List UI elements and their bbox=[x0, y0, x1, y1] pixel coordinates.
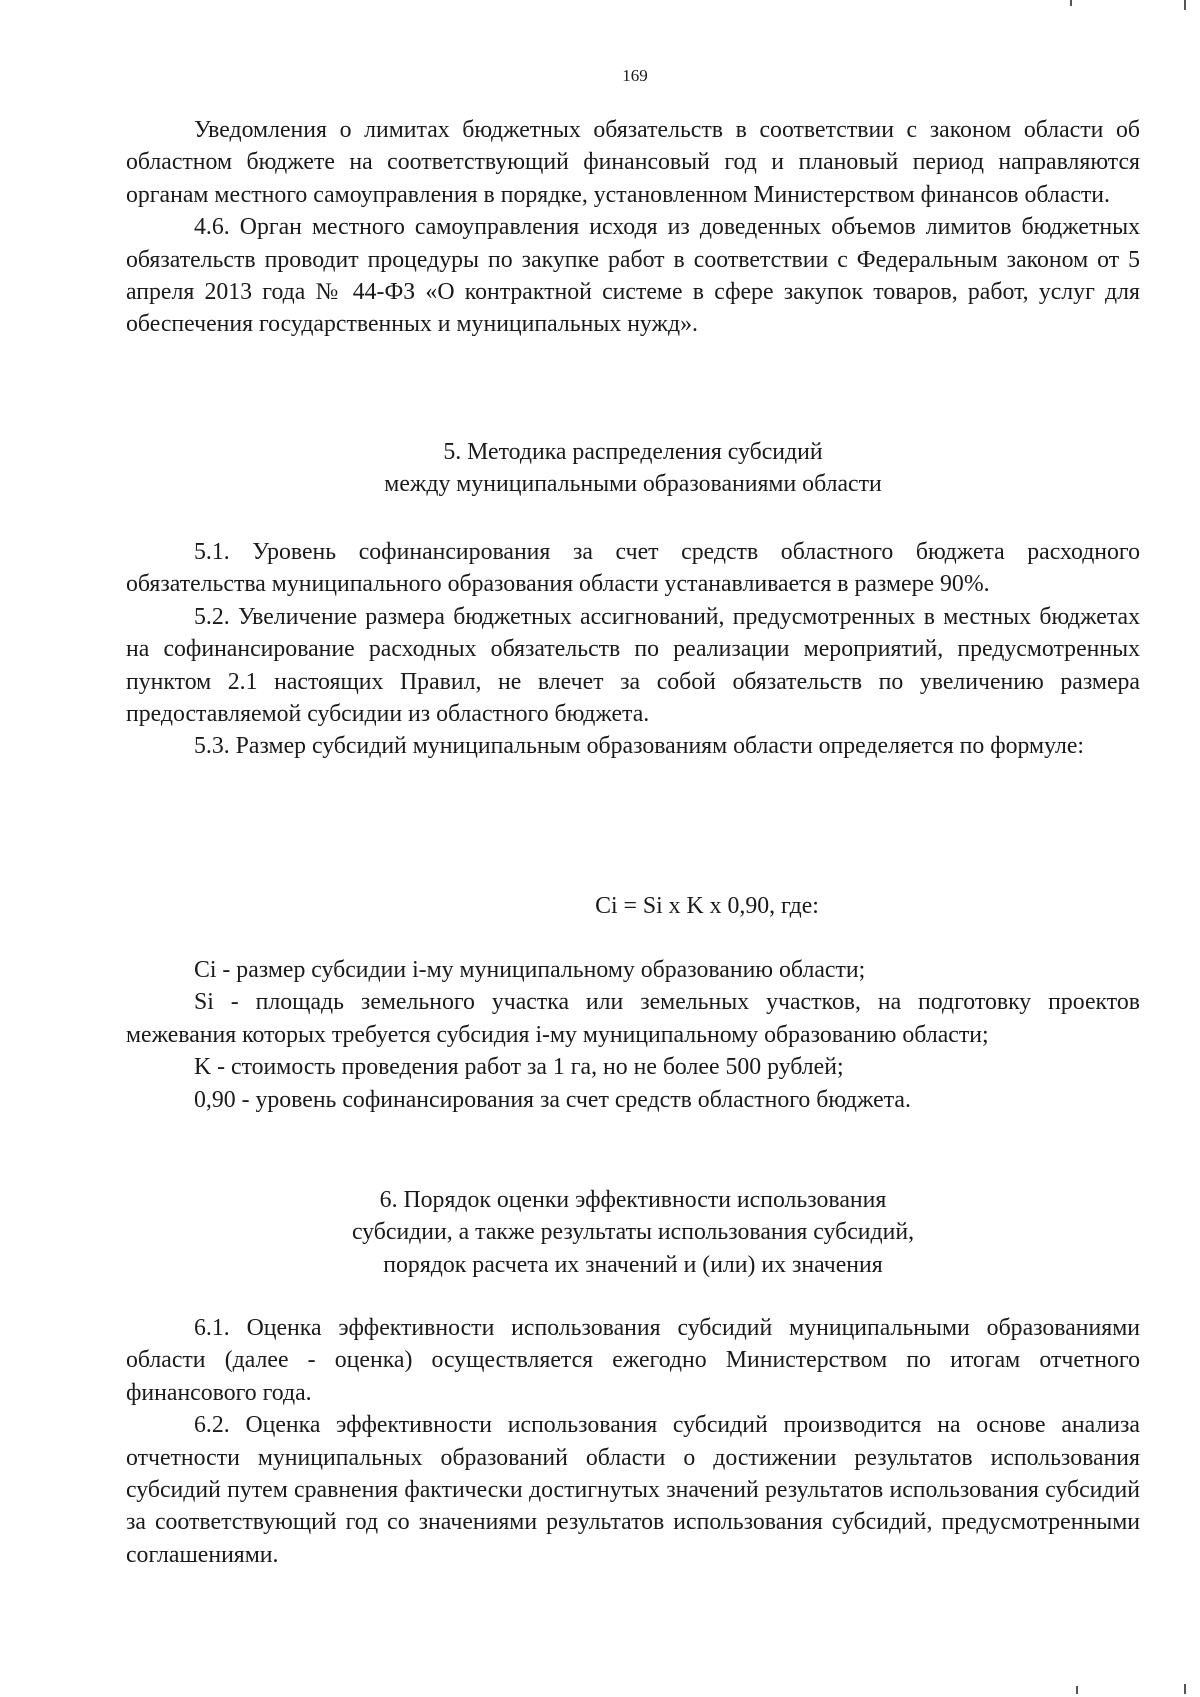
definition-ci: Ci - размер субсидии i-му муниципальному образованию области; bbox=[194, 957, 866, 983]
section-6-title-line-2: субсидии, а также результаты использования субсидий, bbox=[351, 1219, 915, 1246]
paragraph-4-6: 4.6. Орган местного самоуправления исходя из доведенных объемов лимитов бюджетных обязательств проводит процедуры по закупке работ в соответствии с Федеральным законом от 5 апреля 2013 года № 44-ФЗ «О контрактной системе в сфере закупок товаров, работ, услуг для обеспечения государственных и муниципальных нужд». bbox=[126, 214, 1140, 338]
scan-mark-bottom-right-2 bbox=[1184, 1684, 1186, 1694]
formula-definitions bbox=[126, 954, 1140, 1116]
section-6-paragraphs bbox=[126, 1312, 1140, 1571]
intro-paragraphs bbox=[126, 114, 1140, 341]
page-number: 169 bbox=[622, 66, 648, 85]
definition-si: Si - площадь земельного участка или земельных участков, на подготовку проектов межевания которых требуется субсидия i-му муниципальному образованию области; bbox=[126, 989, 1140, 1048]
section-6-title-line-3: порядок расчета их значений и (или) их значения bbox=[383, 1251, 883, 1278]
section-6-title bbox=[126, 1184, 1140, 1281]
section-5-paragraphs bbox=[126, 536, 1140, 763]
scan-mark-top-right-2 bbox=[1184, 0, 1186, 10]
definition-rate: 0,90 - уровень софинансирования за счет средств областного бюджета. bbox=[194, 1086, 911, 1113]
subsidy-formula: Ci = Si x K x 0,90, где: bbox=[595, 893, 819, 919]
paragraph-notifications: Уведомления о лимитах бюджетных обязательств в соответствии с законом области об областном бюджете на соответствующий финансовый год и плановый период направляются органам местного самоуправления в порядке, установленном Министерством финансов области. bbox=[126, 117, 1140, 208]
section-6-title-line-1: 6. Порядок оценки эффективности использования bbox=[379, 1187, 887, 1213]
definition-k: K - стоимость проведения работ за 1 га, но не более 500 рублей; bbox=[194, 1054, 844, 1081]
section-5-title-line-2: между муниципальными образованиями области bbox=[384, 471, 882, 498]
section-5-title-line-1: 5. Методика распределения субсидий bbox=[443, 439, 823, 465]
paragraph-5-3: 5.3. Размер субсидий муниципальным образованиям области определяется по формуле: bbox=[194, 733, 1085, 760]
paragraph-6-1: 6.1. Оценка эффективности использования субсидий муниципальными образованиями области (далее - оценка) осуществляется ежегодно Министерством по итогам отчетного финансового года. bbox=[126, 1315, 1140, 1406]
section-5-title bbox=[126, 436, 1140, 501]
scan-mark-top-right bbox=[1070, 0, 1072, 6]
paragraph-5-1: 5.1. Уровень софинансирования за счет средств областного бюджета расходного обязательства муниципального образования области устанавливается в размере 90%. bbox=[126, 539, 1140, 598]
scan-mark-bottom-right bbox=[1076, 1686, 1078, 1694]
paragraph-6-2: 6.2. Оценка эффективности использования субсидий производится на основе анализа отчетности муниципальных образований области о достижении результатов использования субсидий путем сравнения фактически достигнутых значений результатов использования субсидий за соответствующий год со значениями результатов использования субсидий, предусмотренными соглашениями. bbox=[126, 1412, 1140, 1568]
paragraph-5-2: 5.2. Увеличение размера бюджетных ассигнований, предусмотренных в местных бюджетах на софинансирование расходных обязательств по реализации мероприятий, предусмотренных пунктом 2.1 настоящих Правил, не влечет за собой обязательств по увеличению размера предоставляемой субсидии из областного бюджета. bbox=[126, 603, 1140, 728]
